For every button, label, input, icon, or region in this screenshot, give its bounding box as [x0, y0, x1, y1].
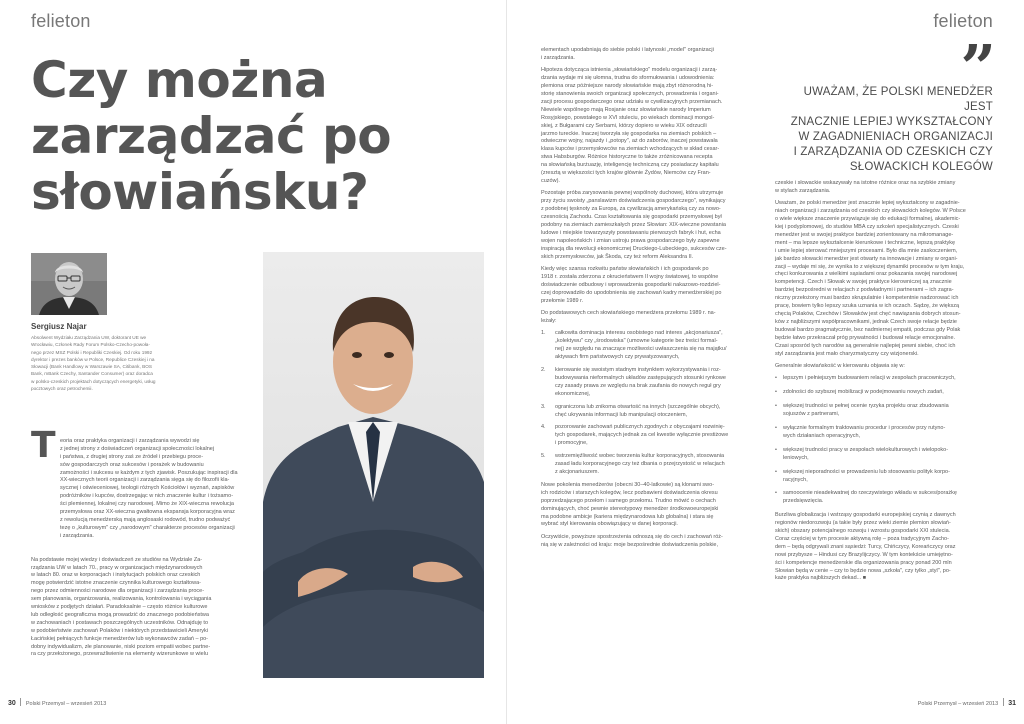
list-item: • większej nieporadności w prowadzeniu lub stosowaniu polityk korpo- racyjnych,: [775, 468, 950, 483]
paragraph: Generalnie słowiańskość w kierowaniu objawia się w:: [775, 362, 905, 369]
right-page: [506, 0, 1024, 724]
paragraph: Burzliwa globalizacja i wstrząsy gospodarki europejskiej czynią z dawnych regionów niedorozwoju (a takie były przez wieki ziemie plemion słowiań- skich) obszary potencjalnego rozwoju i wzrostu gospodarki XXI stulecia. Coraz częściej w tym procesie aktywną rolę – poza tradycyjnym Zacho- dem – będą odgrywali znani sąsiedzi: Turcy, Chińczycy, Koreańczycy oraz nowi przybysze – Hindusi czy Brazylijczycy. W tym kontekście umiejętno- ści i kompetencje menedżerskie dla organizowania pracy ponad 200 mln Słowian będą w cenie – czy to będzie nowa „szkoła", czy tylko „styl", po- każe praktyka najbliższych dekad... ■: [775, 512, 956, 582]
paragraph: Na podstawie mojej wiedzy i doświadczeń ze studiów na Wydziale Za- rządzania UW w latach 70., pracy w organizacjach międzynarodowych w latach 80. oraz w korporacjach i instytucjach polskich oraz czeskich mogę potwierdzić istotne znaczenie czynnika kulturowego kształtowa- nego przez odmienności narodowe dla organizacji i zarządzania proce- sem planowania, organizowania, realizowania, kontrolowania i wyciągania wniosków z podjętych działań. Paradoksalnie – często różnice kulturowe lub odległość geograficzna mogą prowadzić do znacznego podobieństwa w zachowaniach i postawach poszczególnych uczestników. Odnajduję to w podobieństwie zachowań Polaków i niektórych przedstawicieli Ameryki Łacińskiej pełniących funkcje menedżerów lub wykonawców zadań – po- dobny indywidualizm, złe planowanie, niski poziom empatii wobec partne- ra czy przełożonego, przewrażliwienie na elementy wizerunkowe w wielu: [31, 556, 212, 658]
paragraph: Uważam, że polski menedżer jest znacznie lepiej wykształcony w zagadnie- niach organizacji i zarządzania od czeskich czy słowackich kolegów. W Polsce o wiele większe znaczenie przywiązuje się do edukacji formalnej, akademic- kiej i podyplomowej, do studiów MBA czy szkoleń specjalistycznych. Czeski menedżer jest w swojej praktyce bardziej zorientowany na mikromanage- ment – ma lepsze wykształcenie kierunkowe i techniczne, lepszą praktykę i umie lepiej sterować mniejszymi procesami. Było dla mnie zaskoczeniem, jak bardzo słowacki menedżer jest otwarty na innowacje i zmiany w organi- zacji – wydaje mi się, że wynika to z większej dynamiki procesów w tym kraju, chęci konkurowania z wielkimi sąsiadami oraz pokazania swojej narodowej kompetencji. Czech i Słowak w swojej praktyce kierowniczej są znacznie bardziej bezpośredni w relacjach z podwładnymi i partnerami – ich zagra- niczny przełożony musi bardzo skrupulatnie i kompetentnie nadzorować ich pracę, bowiem tylko lepszy szuka uznania w ich oczach. Sądzę, że większą chęcią Polaków, Czechów i Słowaków jest chęć nawiązania dobrych stosun- ków z najbliższymi współpracownikami, jednak Czech swoje relacje będzie budował bardzo pragmatycznie, bez nadmiernej empatii, podczas gdy Polak będzie łatwo przekraczał próg prywatności i budował relacje emocjonalne. Czasi sposród tych narodów są generalnie najlepiej pewni siebie, choć ich styl zarządzania jest mało charyzmatyczny czy wizjonerski.: [775, 200, 966, 357]
page-number: 30: [8, 700, 16, 707]
publication-name: Polski Przemysł – wrzesień 2013: [25, 701, 107, 707]
title-line: słowiańsku?: [31, 163, 369, 221]
list-item: • wyłącznie formalnym traktowaniu procedur i procesów przy rutyno- wych działaniach operacyjnych,: [775, 424, 946, 439]
title-line: Czy można: [31, 51, 328, 109]
paragraph: Pozostaje próba zarysowania pewnej wspólnoty duchowej, która utrzymuje przy życiu swoisty „panslawizm doświadczenia gospodarczego", wynikający z podobnej tęsknoty za Europą, za cywilizacją amerykańską czy za nowo- czesnością Zachodu. Czas kształtowania się gospodarki przemysłowej był podobny na ziemiach zamieszkałych przez Słowian: XIX-wieczne powstania ludowe i miejskie towarzyszyły powstawaniu pierwszych fabryk i hut, echa wojen napoleońskich i zmian ustroju prawa gospodarczego były zapewne inspiracją dla rewolucji ekonomicznej Druckiego-Lubeckiego, sukcesów cze- skich przemysłowców, jak Škoda, czy też reform Aleksandra II.: [541, 190, 727, 260]
article-title: [31, 52, 391, 220]
paragraph: elementach upodabniają do siebie polski i latynoski „model" organizacji i zarządzania.: [541, 47, 714, 61]
author-bio: Absolwent Wydziału Zarządzania UW, doktorant UE we Wrocławiu, Członek Rady Forum Polsko-Czecho-powoła- nego przez MSZ Polski i Republiki Czeskiej. Od roku 1992 dyrektor i prezes banków w Polsce, Republice Czeskiej i na Słowacji (Bank Handlowy w Warszawie SA, Citibank, BOS Bank, mBank Czechy, Santander Consumer) oraz doradca w polsko-czeskich projektach dotyczących energetyki, usług pocztowych oraz petrochemii.: [31, 335, 156, 391]
portrait-photo: [263, 252, 484, 678]
list-item: 2. kierowanie się swoistym stadnym instynktem wykorzystywania i roz- budowywania nieformalnych układów zastępujących stosunki rynkowe czy zasady prawa ze względu na brak zaufania do nowych reguł gry ekonomicznej,: [541, 367, 726, 397]
list-item: 1. całkowita dominacja interesu osobistego nad interes „akcjonariusza", „kolektywu" czy „środowiska" (umowne kategorie bez treści formal- nej) ze względu na znaczące możliwości uwłaszczenia się na majątku/ aktywach firm państwowych czy prywatyzowanych,: [541, 330, 727, 361]
quote-mark-icon: ”: [960, 31, 996, 104]
pull-quote: UWAŻAM, ŻE POLSKI MENEDŻER JEST ZNACZNIE LEPIEJ WYKSZTAŁCONY W ZAGADNIENIACH ORGANIZACJI I ZARZĄDZANIA OD CZESKICH CZY SŁOWACKICH KOLEGÓW: [790, 86, 993, 173]
paragraph: Hipoteza dotycząca istnienia „słowiańskiego" modelu organizacji i zarzą- dzania wydaje mi się ułomna, trudna do sformułowania i udowodnienia: plemiona oraz późniejsze narody słowiańskie mają zbyt różnorodną hi- storię stanowienia swoich organizacji społecznych, prowadzenia i organi- zacji procesu gospodarczego oraz udziału w cywilizacyjnych przemianach. Niewiele wspólnego mają Rosjanie oraz słowiańskie narody Imperium Rosyjskiego, powstałego w XVI stuleciu, po wiekach dominacji mongol- skiej, z Bułgarami czy Serbami, którzy dopiero w wieku XIX odrzucili jarzmo tureckie. Inaczej tworzyła się gospodarka na ziemiach polskich – odwieczne wojny, najazdy i „potopy", aż do zaborów, inaczej powstawała klasa kupców i przemysłowców na ziemiach wchodzących w skład cesar- stwa Habsburgów. Różnice historyczne to także zróżnicowana recepta na słowiańską burżuazję, inteligencję techniczną czy posiadaczy kapitału (zresztą w większości tych krajów głównie Żydów, Niemców czy Fran- cuzów).: [541, 67, 723, 184]
section-label: felieton: [933, 11, 993, 31]
section-label: felieton: [31, 11, 91, 31]
list-item: • większej trudności w pełnej ocenie ryzyka projektu oraz zbudowania sojuszów z partnerami,: [775, 403, 949, 418]
paragraph: Do podstawowych cech słowiańskiego menedżera przełomu 1989 r. na- leżały:: [541, 310, 716, 324]
title-line: zarządzać po: [31, 107, 392, 165]
list-item: • zdolności do szybszej mobilizacji w podejmowaniu nowych zadań,: [775, 389, 944, 396]
list-item: • lepszym i pełniejszym budowaniem relacji w zespołach pracowniczych,: [775, 375, 956, 382]
list-item: 5. wstrzemięźliwość wobec tworzenia kultur korporacyjnych, stosowania zasad ładu korporacyjnego czy też dbania o przejrzystość w relacjach z akcjonariuszem.: [541, 453, 725, 475]
paragraph: eoria oraz praktyka organizacji i zarządzania wywodzi się z jednej strony z doświadczeń organizacji społeczności lokalnej i państwa, z drugiej strony zaś ze źródeł i przebiegu proce- sów gospodarczych oraz sukcesów i porażek w budowaniu zamożności i sukcesu w każdym z tych zjawisk. Poszukując inspiracji dla XX-wiecznych teorii organizacji i zarządzania sięga się do filozofii kla- sycznej i oświeceniowej, teologii różnych Kościołów i wyznań, zapisków podróżników i kupców, dostrzegając w nich znaczenie kultur i tożsamo- ści plemiennej, lokalnej czy narodowej. Mimo że XIX-wieczna rewolucja przemysłowa oraz XX-wieczna gwałtowna ekspansja korporacyjna wraz z rewolucją menedżerską mają anglosaski rodowód, trudno podważyć tezę o „kulturowym" czy „narodowym" charakterze procesów organizacji i zarządzania.: [60, 437, 238, 539]
drop-cap: T: [31, 425, 56, 466]
footer: [8, 698, 106, 707]
body-column: [31, 425, 252, 664]
author-photo: [31, 253, 107, 315]
list-item: • większej trudności pracy w zespołach wielokulturowych i wielopoko- leniowych,: [775, 446, 949, 461]
bullet-list: [775, 375, 995, 506]
paragraph: Kiedy więc szansa rozkwitu państw słowiańskich i ich gospodarek po 1918 r. została zderzona z okrucieństwem II wojny światowej, to wspólne doświadczenie odbudowy i wprowadzenia gospodarki nakazowo-rozdziel- czej doprowadziło do upodobnienia się zachowań kadry menedżerskiej po przełomie 1989 r.: [541, 266, 722, 304]
paragraph: Nowe pokolenia menedżerów (obecni 30–40-latkowie) są klonami swo- ich rodziców i starszych kolegów, lecz pozbawieni doświadczenia okresu poprzedzającego przełom i samego przełomu. Trudno mówić o cechach dominujących, choć pewnie stereotypowy menedżer środkowoeuropejski ma podobne ambicje (kariera międzynarodowa lub globalna) i stara się wybrać styl kierowania obowiązujący w danej korporacji.: [541, 481, 719, 528]
page-number: 31: [1008, 700, 1016, 707]
publication-name: Polski Przemysł – wrzesień 2013: [917, 701, 999, 707]
numbered-list: [541, 330, 766, 477]
text-column: [775, 180, 995, 588]
author-name: Sergiusz Najar: [31, 322, 87, 331]
list-item: 4. pozorowanie zachowań publicznych zgodnych z obyczajami rozwinię- tych gospodarek, mających jednak za cel kwestie wyłącznie prestiżowe i promocyjne,: [541, 424, 729, 447]
left-page: [0, 0, 506, 724]
footer: [918, 698, 1016, 707]
text-column: [541, 47, 766, 554]
paragraph: czeskie i słowackie wskazywały na istotne różnice oraz na szybkie zmiany w stylach zarządzania.: [775, 180, 956, 194]
list-item: 3. ograniczona lub znikoma otwartość na innych (szczególnie obcych), chęć ukrywania informacji lub manipulacji otoczeniem,: [541, 403, 721, 418]
list-item: • samoocenie nieadekwatnej do rzeczywistego wkładu w sukces/porażkę przedsięwzięcia.: [775, 490, 957, 505]
paragraph: Oczywiście, powyższe spostrzeżenia odnoszą się do cech i zachowań róż- nią się w zależności od kraju: moje bezpośrednie doświadczenia polskie,: [541, 533, 723, 548]
